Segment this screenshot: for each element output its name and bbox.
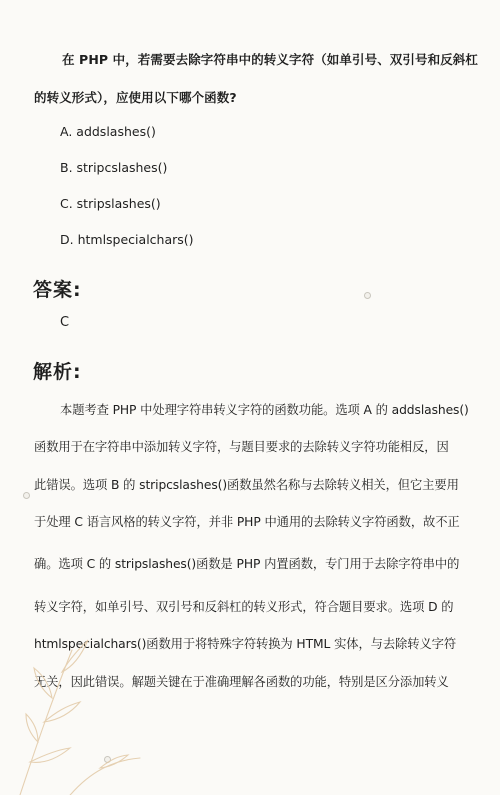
option-d: D. htmlspecialchars() [60, 232, 194, 247]
analysis-heading: 解析: [33, 361, 82, 383]
analysis-line-7: htmlspecialchars()函数用于将特殊字符转换为 HTML 实体，与去除转义字符 [34, 637, 457, 651]
option-b: B. stripcslashes() [60, 160, 168, 175]
answer-value: C [60, 315, 70, 330]
decorative-branch-icon [0, 610, 160, 795]
question-line-2: 的转义形式），应使用以下哪个函数? [34, 90, 237, 105]
decorative-dot [364, 292, 371, 299]
analysis-line-8: 无关，因此错误。解题关键在于准确理解各函数的功能，特别是区分添加转义 [34, 675, 449, 689]
analysis-line-2: 函数用于在字符串中添加转义字符，与题目要求的去除转义字符功能相反，因 [34, 440, 449, 454]
analysis-line-1: 本题考查 PHP 中处理字符串转义字符的函数功能。选项 A 的 addslashes() [60, 403, 469, 417]
question-line-1: 在 PHP 中，若需要去除字符串中的转义字符（如单引号、双引号和反斜杠 [62, 52, 478, 67]
option-c: C. stripslashes() [60, 196, 161, 211]
answer-heading: 答案: [33, 279, 82, 301]
analysis-line-4: 于处理 C 语言风格的转义字符，并非 PHP 中通用的去除转义字符函数，故不正 [34, 515, 460, 529]
option-a: A. addslashes() [60, 124, 156, 139]
decorative-dot [23, 492, 30, 499]
analysis-line-3: 此错误。选项 B 的 stripcslashes()函数虽然名称与去除转义相关，但它主要用 [34, 478, 459, 492]
analysis-line-6: 转义字符，如单引号、双引号和反斜杠的转义形式，符合题目要求。选项 D 的 [34, 600, 454, 614]
analysis-line-5: 确。选项 C 的 stripslashes()函数是 PHP 内置函数，专门用于去除字符串中的 [34, 557, 460, 571]
